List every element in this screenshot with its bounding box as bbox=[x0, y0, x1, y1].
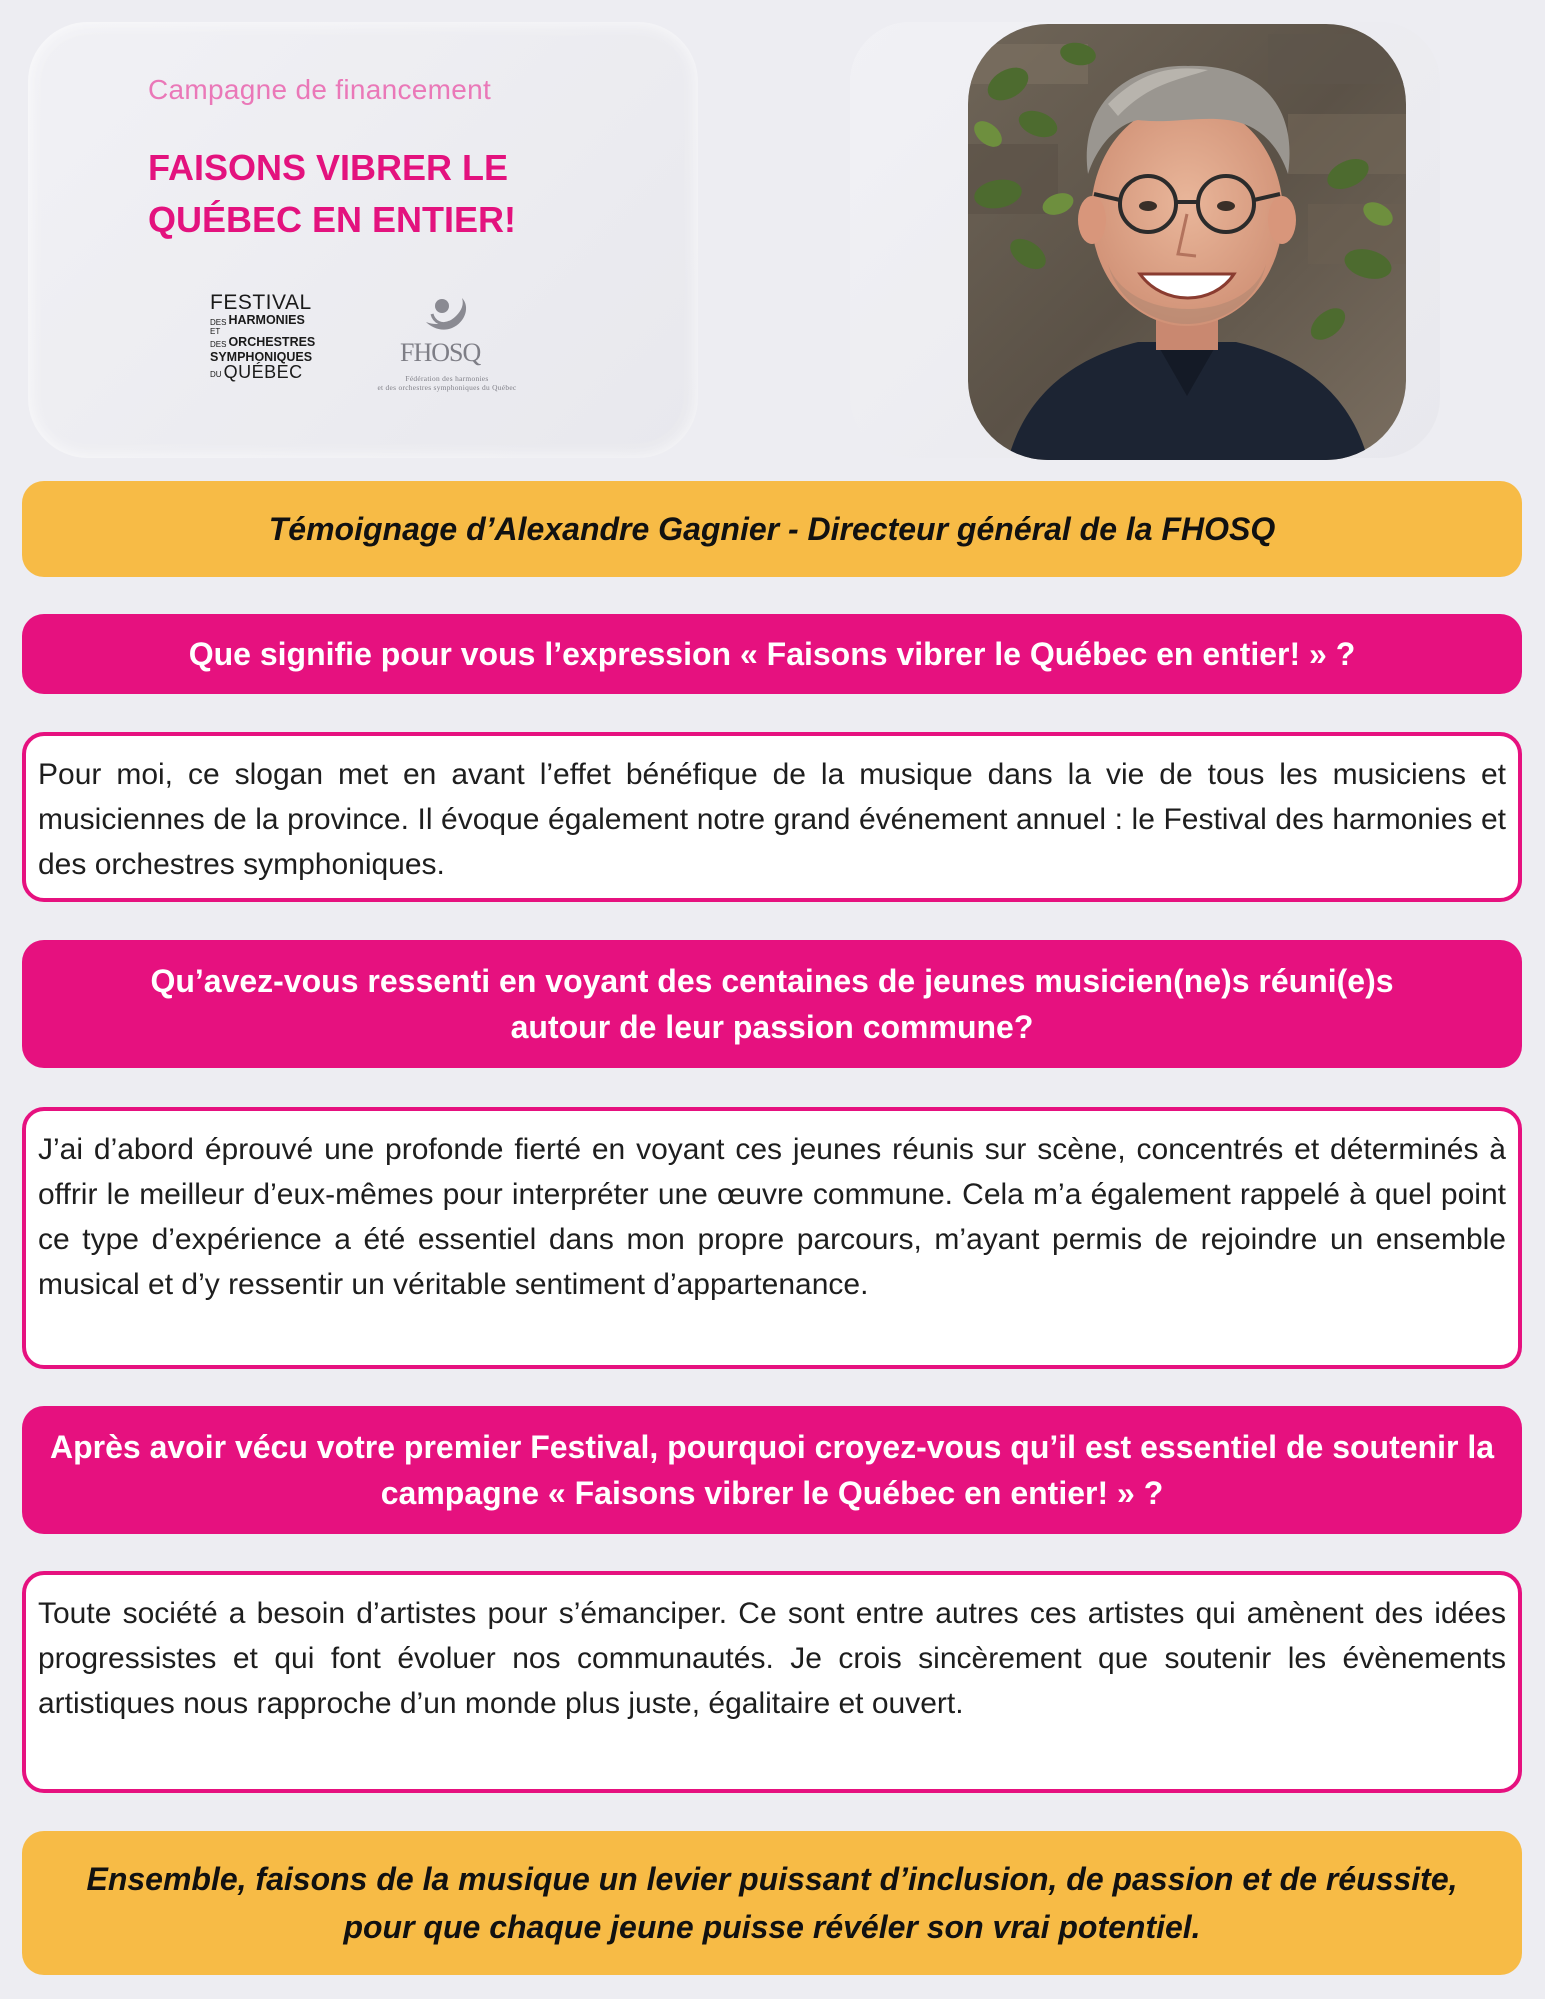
answer-box-2 bbox=[22, 1107, 1522, 1369]
answer-box-1 bbox=[22, 732, 1522, 902]
festival-logo bbox=[210, 291, 330, 382]
festival-logo-et: ET bbox=[210, 327, 221, 336]
question-banner-3 bbox=[22, 1406, 1522, 1534]
testimony-title: Témoignage d’Alexandre Gagnier - Directeur général de la FHOSQ bbox=[268, 510, 1276, 547]
festival-logo-symphoniques: SYMPHONIQUES bbox=[210, 350, 313, 364]
portrait-illustration bbox=[968, 24, 1406, 460]
answer-3: Toute société a besoin d’artistes pour s’émanciper. Ce sont entre autres ces artistes qui amènent des idées progressistes et qui font évoluer nos communautés. Je crois sincèrement que soutenir les évènements artistiques nous rapproche d’un monde plus juste, égalitaire et ouvert. bbox=[38, 1597, 1506, 1720]
question-1: Que signifie pour vous l’expression « Faisons vibrer le Québec en entier! » ? bbox=[188, 636, 1356, 672]
festival-logo-des-2: DES bbox=[210, 340, 227, 349]
fhosq-subtitle-line-2: et des orchestres symphoniques du Québec bbox=[377, 383, 517, 392]
question-2: Qu’avez-vous ressenti en voyant des centaines de jeunes musicien(ne)s réuni(e)s autour de leur passion commune? bbox=[150, 963, 1394, 1045]
fhosq-subtitle-line-1: Fédération des harmonies bbox=[405, 374, 489, 383]
question-banner-1 bbox=[22, 614, 1522, 694]
testimony-title-banner bbox=[22, 481, 1522, 577]
campaign-label: Campagne de financement bbox=[148, 74, 492, 105]
festival-logo-des: DES bbox=[210, 318, 227, 327]
question-banner-2 bbox=[22, 940, 1522, 1068]
answer-2: J’ai d’abord éprouvé une profonde fierté en voyant ces jeunes réunis sur scène, concentrés et déterminés à offrir le meilleur d’eux-mêmes pour interpréter une œuvre commune. Cela m’a également rappelé à quel point ce type d’expérience a été essentiel dans mon propre parcours, m’ayant permis de rejoindre un ensemble musical et d’y ressentir un véritable sentiment d’appartenance. bbox=[38, 1133, 1506, 1301]
campaign-title: FAISONS VIBRER LE QUÉBEC EN ENTIER! bbox=[148, 147, 517, 240]
question-3: Après avoir vécu votre premier Festival, pourquoi croyez-vous qu’il est essentiel de soutenir la campagne « Faisons vibrer le Québec en entier! » ? bbox=[49, 1429, 1494, 1511]
fhosq-figure-icon bbox=[418, 292, 476, 338]
festival-logo-orchestres: ORCHESTRES bbox=[228, 335, 316, 349]
fhosq-logo bbox=[352, 292, 542, 392]
answer-1: Pour moi, ce slogan met en avant l’effet bénéfique de la musique dans la vie de tous les musiciens et musiciennes de la province. Il évoque également notre grand événement annuel : le Festival des harmonies et des orchestres symphoniques. bbox=[38, 758, 1506, 881]
festival-logo-word: FESTIVAL bbox=[210, 291, 312, 314]
fhosq-wordmark: FHOSQ bbox=[400, 338, 481, 367]
closing-statement: Ensemble, faisons de la musique un levier puissant d’inclusion, de passion et de réussite, pour que chaque jeune puisse révéler son vrai potentiel. bbox=[86, 1861, 1458, 1945]
festival-logo-harmonies: HARMONIES bbox=[228, 313, 305, 327]
festival-logo-du: DU bbox=[210, 370, 222, 379]
fhosq-subtitle bbox=[352, 374, 542, 392]
festival-logo-quebec: QUÉBEC bbox=[223, 362, 303, 382]
closing-statement-banner bbox=[22, 1831, 1522, 1975]
answer-box-3 bbox=[22, 1571, 1522, 1793]
portrait-photo bbox=[968, 24, 1406, 460]
